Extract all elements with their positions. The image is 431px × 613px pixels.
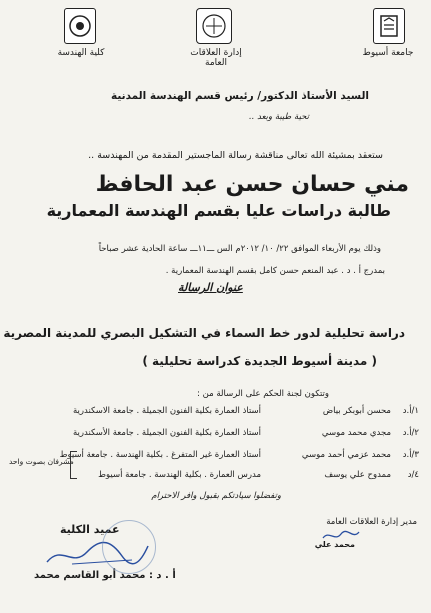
candidate-name: مني حسان حسن عبد الحافظ xyxy=(95,172,409,197)
addressee: السيد الأستاذ الدكتور/ رئيس قسم الهندسة المدنية xyxy=(110,90,369,102)
pr-director-name: محمد علي xyxy=(314,540,355,549)
greeting: تحية طيبة وبعد .. xyxy=(249,112,309,122)
dean-title: عميد الكلية xyxy=(60,523,120,536)
university-label: جامعة أسيوط xyxy=(362,48,414,58)
university-logo xyxy=(373,8,405,44)
pr-director-title: مدير إدارة العلاقات العامة xyxy=(326,517,417,527)
member-affiliation: أستاذ العمارة غير المتفرغ . بكلية الهندسة . جامعة أسيوط xyxy=(59,450,261,460)
thesis-title-line2: ( مدينة أسيوط الجديدة كدراسة تحليلية ) xyxy=(142,354,377,368)
member-name: مجدي محمد موسي xyxy=(321,428,391,438)
dean-name: أ . د : محمد أبو القاسم محمد xyxy=(34,570,176,581)
schedule-line: وذلك يوم الأربعاء الموافق ٢٢/ ١٠/ ٢٠١٢م الس ـــ١١ـــ ساعة الحادية عشر صباحاً xyxy=(98,244,381,254)
supervisors-bracket xyxy=(70,451,77,479)
member-number: ٣/أ.د xyxy=(402,450,419,460)
public-relations-logo xyxy=(196,8,232,44)
official-stamp xyxy=(102,520,156,574)
intro-text: ستعقد بمشيئة الله تعالى مناقشة رسالة الماجستير المقدمة من المهندسة .. xyxy=(88,150,383,161)
member-name: محسن أبوبكر بياض xyxy=(322,406,391,416)
member-affiliation: أستاذ العمارة بكلية الفنون الجميلة . جامعة الاسكندرية xyxy=(72,406,261,416)
closing-text: وتفضلوا سيادتكم بقبول وافر الاحترام xyxy=(151,491,281,501)
member-affiliation: أستاذ العمارة بكلية الفنون الجميلة . جامعة الأسكندرية xyxy=(72,428,261,438)
thesis-title-line1: دراسة تحليلية لدور خط السماء في التشكيل البصري للمدينة المصرية xyxy=(3,326,405,340)
faculty-logo xyxy=(64,8,96,44)
candidate-role: طالبة دراسات عليا بقسم الهندسة المعمارية xyxy=(46,201,391,220)
member-number: ١/أ.د xyxy=(402,406,419,416)
public-relations-label: إدارة العلاقات العامة xyxy=(190,48,242,68)
faculty-label: كلية الهندسة xyxy=(57,48,105,58)
member-name: ممدوح علي يوسف xyxy=(324,470,391,480)
member-name: محمد عزمي أحمد موسي xyxy=(301,450,391,460)
committee-member xyxy=(9,428,419,444)
committee-intro: وتتكون لجنة الحكم على الرسالة من : xyxy=(197,389,329,399)
supervisors-note: مشرفان بصوت واحد xyxy=(9,457,74,466)
member-number: ٤/د xyxy=(407,470,419,480)
member-number: ٢/أ.د xyxy=(402,428,419,438)
committee-member xyxy=(9,406,419,422)
member-affiliation: مدرس العمارة . بكلية الهندسة . جامعة أسيوط xyxy=(98,470,261,480)
venue-line: بمدرج أ . د . عبد المنعم حسن كامل بقسم الهندسة المعمارية . xyxy=(165,266,385,276)
thesis-title-label: عنوان الرسالة xyxy=(178,281,243,294)
